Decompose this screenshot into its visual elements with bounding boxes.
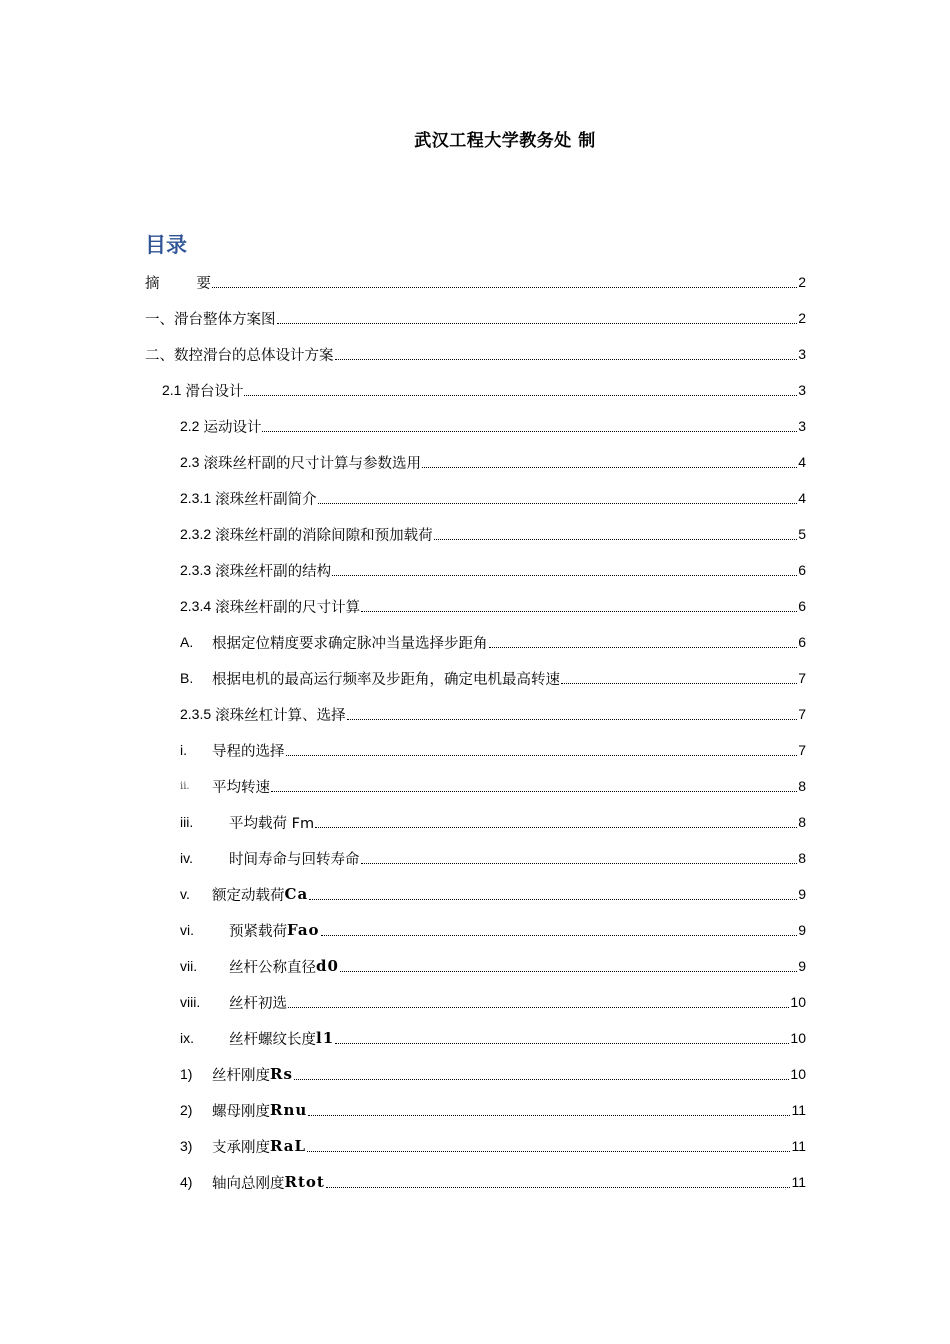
toc-entry-text: 轴向总刚度 <box>212 1175 285 1192</box>
toc-page-number: 10 <box>790 1030 806 1046</box>
toc-leader-dots <box>340 971 797 972</box>
toc-entry[interactable] <box>180 768 806 804</box>
toc-entry[interactable] <box>180 984 806 1020</box>
toc-leader-dots <box>489 647 798 648</box>
toc-entry-text: 导程的选择 <box>212 743 285 760</box>
toc-entry-text: 预紧载荷 <box>229 923 287 940</box>
toc-entry[interactable] <box>180 624 806 660</box>
toc-entry-title <box>180 956 339 977</box>
toc-entry-text: 额定动载荷 <box>212 887 285 904</box>
toc-entry-title <box>180 668 560 689</box>
toc-entry[interactable] <box>180 1164 806 1200</box>
toc-entry-title <box>180 920 320 941</box>
toc-entry-number: 2.2 <box>180 418 200 434</box>
toc-leader-dots <box>335 1043 789 1044</box>
toc-leader-dots <box>308 1115 790 1116</box>
toc-entry[interactable] <box>180 948 806 984</box>
toc-entry-number: 2.3.4 <box>180 598 212 614</box>
toc-entry-text: 滚珠丝杆副的尺寸计算与参数选用 <box>203 455 421 472</box>
toc-entry-symbol: l1 <box>316 1029 335 1047</box>
toc-entry-text: 滚珠丝杆副的结构 <box>215 563 332 580</box>
toc-entry-symbol: Rs <box>270 1065 293 1083</box>
toc-entry-title <box>145 272 211 293</box>
toc-page-number: 11 <box>791 1174 806 1190</box>
toc-entry[interactable] <box>180 588 806 624</box>
toc-entry-text: 丝杆螺纹长度 <box>229 1031 316 1048</box>
toc-entry-title <box>180 812 314 833</box>
toc-entry[interactable] <box>180 1056 806 1092</box>
toc-leader-dots <box>347 719 798 720</box>
toc-leader-dots <box>335 359 798 360</box>
toc-leader-dots <box>262 431 797 432</box>
toc-entry-number: vii. <box>180 958 198 974</box>
toc-entry-title <box>180 1028 334 1049</box>
toc-leader-dots <box>361 611 797 612</box>
toc-leader-dots <box>288 1007 789 1008</box>
toc-entry-title <box>180 776 270 797</box>
toc-entry-text: 平均转速 <box>212 779 270 796</box>
toc-entry[interactable] <box>180 912 806 948</box>
toc-entry-number: 2.3.3 <box>180 562 212 578</box>
toc-entry-text: 滚珠丝杆副简介 <box>215 491 317 508</box>
toc-entry-title <box>180 524 433 545</box>
toc-page-number: 8 <box>798 814 806 830</box>
toc-page-number: 2 <box>798 274 806 290</box>
toc-entry-text: 摘 要 <box>145 275 211 292</box>
toc-entry-number: 2.3.5 <box>180 706 212 722</box>
toc-entry-title <box>180 416 261 437</box>
toc-leader-dots <box>318 503 798 504</box>
toc-entry-text: 丝杆刚度 <box>212 1067 270 1084</box>
toc-page-number: 9 <box>798 922 806 938</box>
toc-entry-number: v. <box>180 886 190 902</box>
toc-entry-number: vi. <box>180 922 194 938</box>
toc-entry-text: 根据电机的最高运行频率及步距角，确定电机最高转速 <box>212 671 560 688</box>
toc-page-number: 11 <box>791 1102 806 1118</box>
toc-leader-dots <box>309 899 797 900</box>
toc-entry-number: B. <box>180 670 194 686</box>
toc-leader-dots <box>271 791 797 792</box>
toc-entry-symbol: Fao <box>287 921 320 939</box>
toc-leader-dots <box>212 287 797 288</box>
toc-heading: 目录 <box>145 233 187 257</box>
toc-page-number: 10 <box>790 1066 806 1082</box>
toc-entry[interactable] <box>145 336 806 372</box>
toc-leader-dots <box>422 467 797 468</box>
toc-entry-title <box>180 1064 293 1085</box>
toc-entry-text: 滚珠丝杆副的尺寸计算 <box>215 599 361 616</box>
toc-page-number: 8 <box>798 778 806 794</box>
toc-page-number: 3 <box>798 418 806 434</box>
toc-page-number: 3 <box>798 346 806 362</box>
toc-entry[interactable] <box>145 264 806 300</box>
toc-page-number: 2 <box>798 310 806 326</box>
toc-page-number: 7 <box>798 670 806 686</box>
toc-leader-dots <box>277 323 798 324</box>
toc-leader-dots <box>321 935 798 936</box>
toc-leader-dots <box>315 827 797 828</box>
toc-page-number: 7 <box>798 742 806 758</box>
toc-entry-title <box>180 488 317 509</box>
toc-entry-text: 运动设计 <box>203 419 262 436</box>
toc-entry-text: 平均载荷 Fm <box>229 815 315 832</box>
toc-entry[interactable] <box>180 1020 806 1056</box>
toc-entry-number: 4) <box>180 1174 193 1190</box>
toc-entry-text: 丝杆公称直径 <box>229 959 316 976</box>
toc-entry-title <box>180 848 360 869</box>
toc-leader-dots <box>286 755 798 756</box>
toc-entry-text: 时间寿命与回转寿命 <box>229 851 360 868</box>
toc-entry-text: 滚珠丝杆副的消除间隙和预加载荷 <box>215 527 433 544</box>
toc-entry[interactable] <box>180 408 806 444</box>
toc-entry-title <box>180 884 308 905</box>
toc-leader-dots <box>244 395 797 396</box>
toc-page-number: 6 <box>798 562 806 578</box>
toc-entry-text: 丝杆初选 <box>229 995 287 1012</box>
toc-entry-text: 一、滑台整体方案图 <box>145 311 276 328</box>
toc-page-number: 8 <box>798 850 806 866</box>
toc-entry-title <box>180 632 488 653</box>
toc-entry-symbol: RaL <box>270 1137 307 1155</box>
toc-entry-title <box>180 1136 306 1157</box>
toc-entry-symbol: d0 <box>316 957 339 975</box>
toc-entry-title <box>180 596 360 617</box>
toc-entry-number: 3) <box>180 1138 193 1154</box>
toc-entry-number: A. <box>180 634 194 650</box>
toc-entry[interactable] <box>180 444 806 480</box>
toc-entry[interactable] <box>145 300 806 336</box>
toc-entry-text: 螺母刚度 <box>212 1103 270 1120</box>
toc-leader-dots <box>434 539 798 540</box>
toc-entry[interactable] <box>180 876 806 912</box>
toc-entry[interactable] <box>180 1128 806 1164</box>
toc-page-number: 10 <box>790 994 806 1010</box>
toc-entry-title <box>145 344 334 365</box>
toc-page-number: 4 <box>798 490 806 506</box>
toc-entry-text: 滑台设计 <box>185 383 244 400</box>
toc-entry-text: 支承刚度 <box>212 1139 270 1156</box>
toc-entry-number: 2.3.1 <box>180 490 212 506</box>
toc-entry-title <box>180 992 287 1013</box>
toc-leader-dots <box>294 1079 790 1080</box>
toc-entry-symbol: Rnu <box>270 1101 308 1119</box>
toc-page-number: 6 <box>798 598 806 614</box>
toc-entry-symbol: Ca <box>284 885 309 903</box>
header-title: 武汉工程大学教务处 制 <box>414 131 596 151</box>
toc-entry-number: 1) <box>180 1066 193 1082</box>
toc-page-number: 6 <box>798 634 806 650</box>
toc-leader-dots <box>332 575 797 576</box>
toc-entry[interactable] <box>180 660 806 696</box>
toc-entry-number: iv. <box>180 850 193 866</box>
table-of-contents <box>0 264 950 1200</box>
toc-page-number: 9 <box>798 886 806 902</box>
toc-entry-title <box>180 1172 325 1193</box>
toc-entry[interactable] <box>180 1092 806 1128</box>
toc-entry-title <box>145 308 276 329</box>
toc-entry[interactable] <box>180 552 806 588</box>
toc-entry-title <box>162 380 243 401</box>
toc-entry-number: ix. <box>180 1030 194 1046</box>
toc-entry[interactable] <box>162 372 806 408</box>
toc-page-number: 4 <box>798 454 806 470</box>
toc-leader-dots <box>561 683 797 684</box>
toc-entry-number: 2.3.2 <box>180 526 212 542</box>
toc-page-number: 5 <box>798 526 806 542</box>
toc-entry-number: 2.3 <box>180 454 200 470</box>
toc-entry-number: 2.1 <box>162 382 182 398</box>
toc-entry-number: ii. <box>180 780 190 792</box>
toc-entry[interactable] <box>180 804 806 840</box>
toc-page-number: 7 <box>798 706 806 722</box>
toc-entry-symbol: Rtot <box>284 1173 325 1191</box>
toc-entry[interactable] <box>180 480 806 516</box>
toc-entry[interactable] <box>180 516 806 552</box>
toc-entry-text: 滚珠丝杠计算、选择 <box>215 707 346 724</box>
toc-entry-number: viii. <box>180 994 201 1010</box>
toc-entry-number: i. <box>180 742 187 758</box>
toc-entry-text: 根据定位精度要求确定脉冲当量选择步距角 <box>212 635 488 652</box>
toc-entry-title <box>180 704 346 725</box>
toc-page-number: 9 <box>798 958 806 974</box>
toc-entry-text: 二、数控滑台的总体设计方案 <box>145 347 334 364</box>
toc-leader-dots <box>326 1187 791 1188</box>
toc-entry[interactable] <box>180 840 806 876</box>
toc-entry[interactable] <box>180 732 806 768</box>
toc-entry-number: 2) <box>180 1102 193 1118</box>
toc-page-number: 11 <box>791 1138 806 1154</box>
toc-entry-number: iii. <box>180 814 194 830</box>
toc-entry[interactable] <box>180 696 806 732</box>
toc-entry-title <box>180 452 421 473</box>
toc-entry-title <box>180 560 331 581</box>
toc-leader-dots <box>361 863 798 864</box>
toc-leader-dots <box>307 1151 790 1152</box>
toc-entry-title <box>180 1100 307 1121</box>
toc-entry-title <box>180 740 285 761</box>
toc-page-number: 3 <box>798 382 806 398</box>
